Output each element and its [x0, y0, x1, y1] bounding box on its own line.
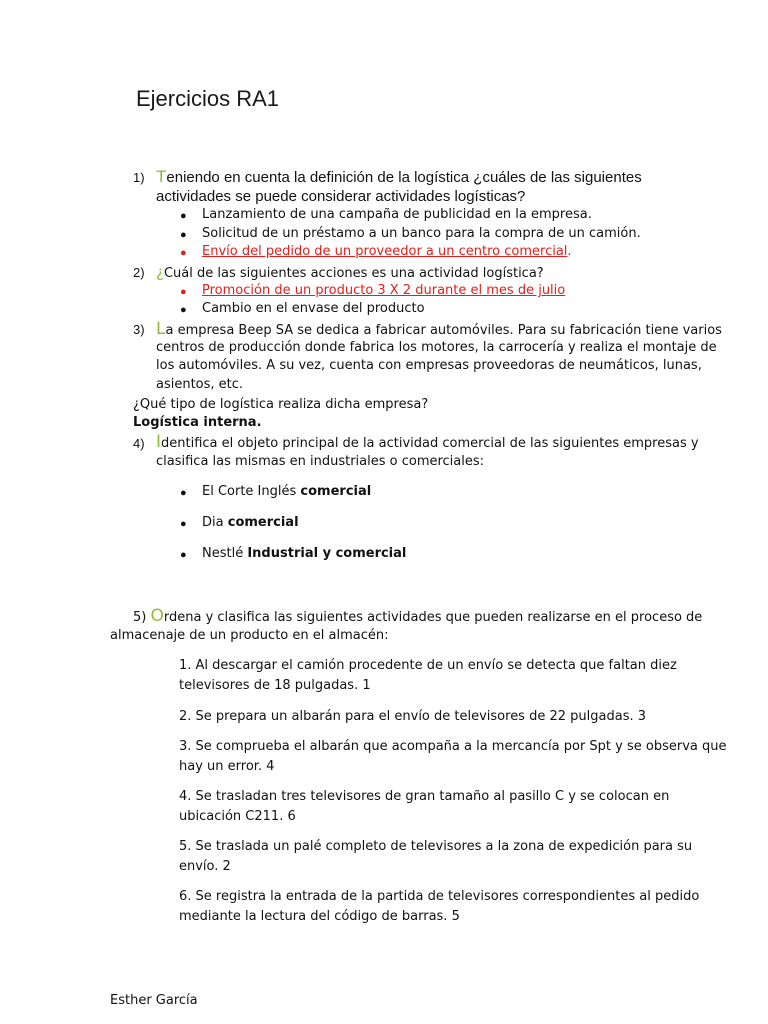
q4-line1 — [156, 433, 699, 453]
q2-item: Cambio en el envase del producto — [202, 301, 425, 316]
company-answer: Industrial y comercial — [247, 546, 407, 561]
q3-question: ¿Qué tipo de logística realiza dicha empresa? — [133, 397, 429, 412]
bullet-icon: ● — [180, 304, 187, 316]
q1-item: Solicitud de un préstamo a un banco para la compra de un camión. — [202, 226, 641, 241]
q5-item-line: 3. Se comprueba el albarán que acompaña a la mercancía por Spt y se observa que — [179, 739, 727, 754]
q5-item-line: hay un error. 4 — [179, 759, 275, 774]
company-answer: comercial — [300, 484, 372, 499]
q1-dropcap: T — [156, 167, 167, 186]
q2-text: Cuál de las siguientes acciones es una actividad logística? — [163, 266, 544, 281]
company-name: Nestlé — [202, 546, 248, 561]
q3-line3: los automóviles. A su vez, cuenta con empresas proveedoras de neumáticos, lunas, — [156, 358, 702, 373]
q4-item — [202, 483, 371, 501]
q2-number: 2) — [133, 265, 145, 280]
bullet-icon: ● — [180, 518, 187, 530]
q5-number: 5) — [133, 610, 151, 625]
q3-line2: centros de producción donde fabrica los motores, la carrocería y realiza el montaje de — [156, 340, 717, 355]
q4-item — [202, 545, 406, 563]
q4-text-line1: dentifica el objeto principal de la actividad comercial de las siguientes empresas y — [161, 436, 699, 451]
bullet-icon: ● — [180, 210, 187, 222]
q2-item-answer: Promoción de un producto 3 X 2 durante el mes de julio — [202, 283, 566, 298]
q3-number: 3) — [133, 322, 145, 337]
q5-item-line: mediante la lectura del código de barras. 5 — [179, 909, 460, 924]
q1-answer-tail: . — [567, 244, 572, 259]
q3-answer: Logística interna. — [133, 415, 262, 430]
company-name: El Corte Inglés — [202, 484, 301, 499]
q5-item-line: 1. Al descargar el camión procedente de un envío se detecta que faltan diez — [179, 658, 677, 673]
q5-item-line: 4. Se trasladan tres televisores de gran tamaño al pasillo C y se colocan en — [179, 789, 670, 804]
bullet-icon: ● — [180, 286, 187, 298]
q1-item: Lanzamiento de una campaña de publicidad en la empresa. — [202, 207, 592, 222]
q5-text-line1: rdena y clasifica las siguientes actividades que pueden realizarse en el proceso de — [163, 610, 703, 625]
q1-item-answer — [202, 243, 572, 261]
q1-text-line1: eniendo en cuenta la definición de la logística ¿cuáles de las siguientes — [166, 169, 642, 186]
company-name: Dia — [202, 515, 228, 530]
q5-item-line: ubicación C211. 6 — [179, 809, 296, 824]
q1-line1 — [156, 167, 642, 187]
q5-item-line: envío. 2 — [179, 859, 231, 874]
q5-line1 — [133, 607, 702, 627]
bullet-icon: ● — [180, 229, 187, 241]
q5-dropcap: O — [150, 606, 164, 626]
page-title: Ejercicios RA1 — [136, 86, 280, 111]
q5-item-line: 2. Se prepara un albarán para el envío de televisores de 22 pulgadas. 3 — [179, 709, 646, 724]
q5-item-line: 6. Se registra la entrada de la partida de televisores correspondientes al pedido — [179, 889, 700, 904]
q3-dropcap: L — [156, 319, 166, 339]
q5-item-line: 5. Se traslada un palé completo de televisores a la zona de expedición para su — [179, 839, 693, 854]
q3-line1 — [156, 320, 722, 340]
q3-text-line1: a empresa Beep SA se dedica a fabricar automóviles. Para su fabricación tiene varios — [165, 323, 722, 338]
q4-item — [202, 514, 299, 532]
q1-number: 1) — [133, 170, 145, 185]
bullet-icon: ● — [180, 247, 187, 259]
q4-number: 4) — [133, 436, 145, 451]
company-answer: comercial — [227, 515, 299, 530]
q1-answer-text: Envío del pedido de un proveedor a un centro comercial — [202, 244, 568, 259]
q1-line2: actividades se puede considerar actividades logísticas? — [156, 188, 526, 205]
q4-line2: clasifica las mismas en industriales o comerciales: — [156, 454, 485, 469]
q5-line2: almacenaje de un producto en el almacén: — [110, 628, 389, 643]
q2-dropcap: ¿ — [156, 263, 164, 281]
footer-author: Esther García — [110, 993, 198, 1008]
q3-line4: asientos, etc. — [156, 377, 244, 392]
bullet-icon: ● — [180, 487, 187, 499]
q4-dropcap: I — [156, 432, 162, 452]
q2-line — [156, 263, 544, 283]
bullet-icon: ● — [180, 549, 187, 561]
q5-item-line: televisores de 18 pulgadas. 1 — [179, 678, 371, 693]
